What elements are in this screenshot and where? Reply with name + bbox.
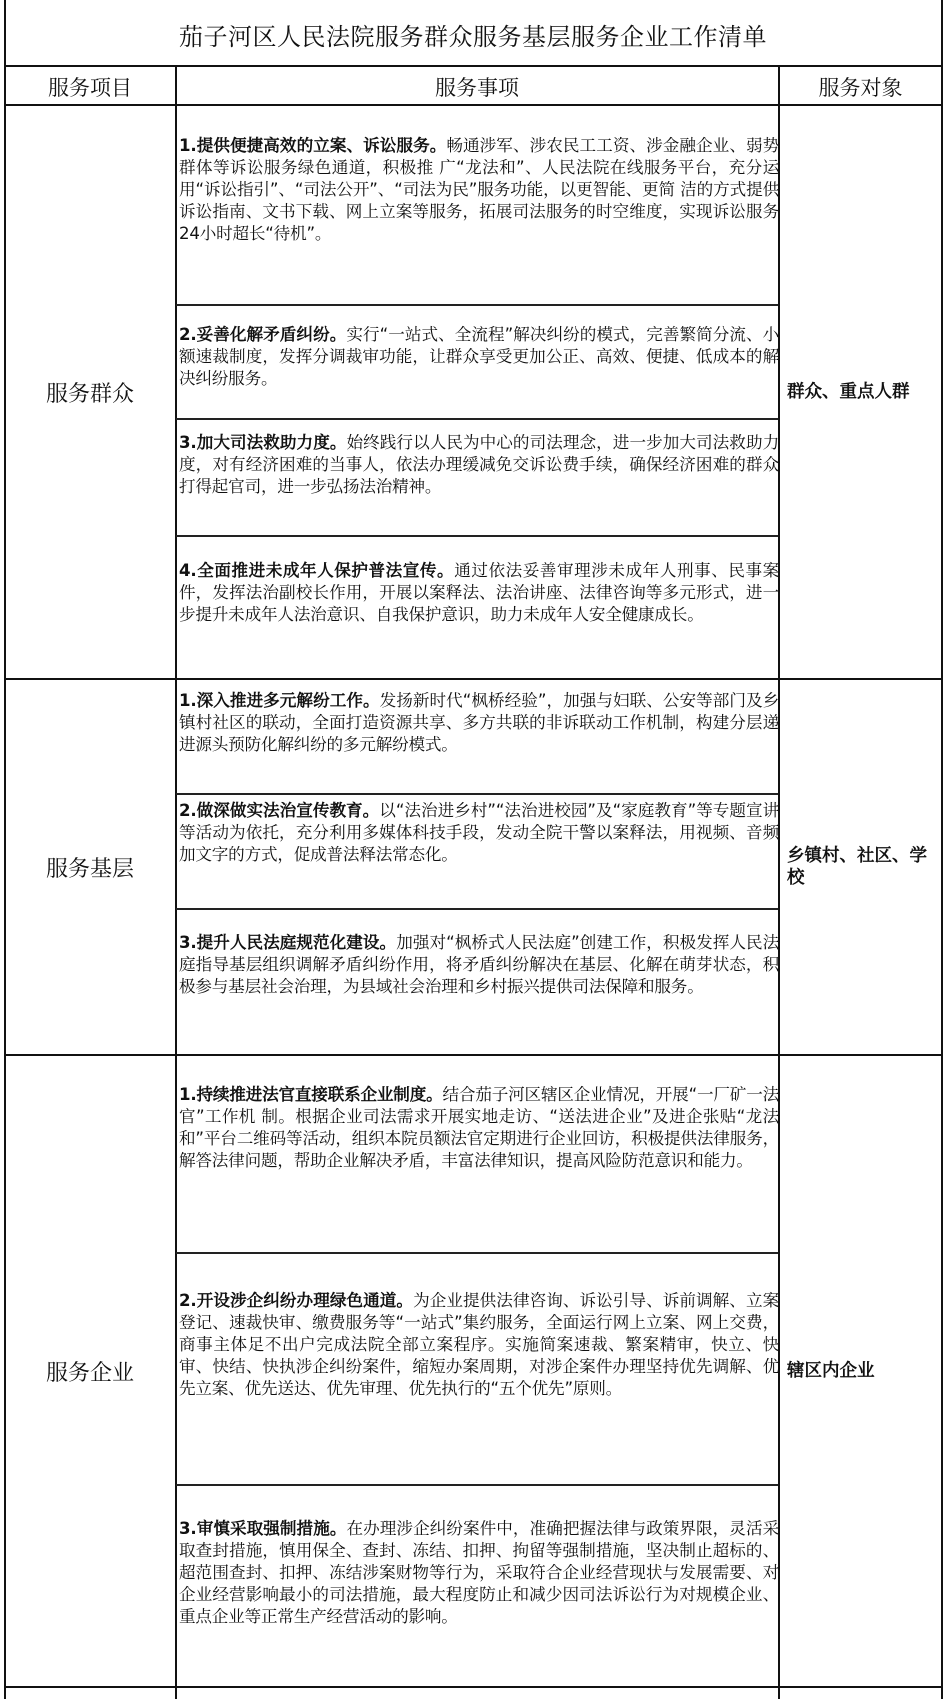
header-matter: 服务事项 bbox=[435, 76, 519, 100]
target-serve-enterprise: 辖区内企业 bbox=[787, 1361, 875, 1381]
service-item bbox=[179, 1290, 779, 1400]
item-divider bbox=[176, 1252, 778, 1254]
category-serve-grassroots: 服务基层 bbox=[45, 856, 134, 882]
item-divider bbox=[176, 418, 778, 420]
item-title: 1.深入推进多元解纷工作。 bbox=[179, 691, 380, 710]
document-title: 茄子河区人民法院服务群众服务基层服务企业工作清单 bbox=[179, 22, 767, 51]
item-title: 1.持续推进法官直接联系企业制度。 bbox=[179, 1085, 443, 1104]
service-item bbox=[179, 324, 779, 390]
item-text: 为企业提供法律咨询、诉讼引导、诉前调解、立案登记、速裁快审、缴费服务等“一站式”集约服务，全面运行网上立案、网上交费，商事主体足不出户完成法院全部立案程序。实施简案速裁、繁案精审，快立、快审、快结、快执涉企纠纷案件，缩短办案周期，对涉企案件办理坚持优先调解、优先立案、优先送达、优先审理、优先执行的“五个优先”原则。 bbox=[179, 1291, 779, 1398]
row-divider-bottom bbox=[4, 1686, 943, 1688]
item-divider bbox=[176, 535, 778, 537]
header-project: 服务项目 bbox=[48, 76, 132, 100]
column-divider-1 bbox=[175, 66, 177, 1699]
category-serve-public: 服务群众 bbox=[45, 381, 134, 407]
item-text: 以“法治进乡村”“法治进校园”及“家庭教育”等专题宣讲等活动为依托，充分利用多媒体科技手段，发动全院干警以案释法，用视频、音频加文字的方式，促成普法释法常态化。 bbox=[179, 801, 779, 864]
service-item bbox=[179, 135, 779, 245]
item-divider bbox=[176, 908, 778, 910]
header-target: 服务对象 bbox=[818, 76, 903, 100]
target-serve-grassroots: 乡镇村、社区、学校 bbox=[787, 846, 927, 888]
item-divider bbox=[176, 1484, 778, 1486]
item-text: 在办理涉企纠纷案件中，准确把握法律与政策界限，灵活采取查封措施，慎用保全、查封、冻结、扣押、拘留等强制措施，坚决制止超标的、超范围查封、扣押、冻结涉案财物等行为，采取符合企业经营现状与发展需要、对企业经营影响最小的司法措施，最大程度防止和减少因司法诉讼行为对规模企业、重点企业等正常生产经营活动的影响。 bbox=[179, 1519, 779, 1626]
item-title: 2.开设涉企纠纷办理绿色通道。 bbox=[179, 1291, 414, 1310]
item-title: 3.提升人民法庭规范化建设。 bbox=[179, 933, 397, 952]
category-serve-enterprise: 服务企业 bbox=[45, 1360, 134, 1386]
service-item bbox=[179, 432, 779, 498]
item-divider bbox=[176, 793, 778, 795]
row-divider-title bbox=[4, 65, 943, 67]
item-text: 畅通涉军、涉农民工工资、涉金融企业、弱势群体等诉讼服务绿色通道，积极推 广“龙法和”、人民法院在线服务平台，充分运用“诉讼指引”、“司法公开”、“司法为民”服务功能，以更智能、更简 洁的方式提供诉讼指南、文书下载、网上立案等服务，拓展司法服务的时空维度，实现诉讼服务24小时超长“待机”。 bbox=[179, 136, 780, 243]
item-title: 1.提供便捷高效的立案、诉讼服务。 bbox=[179, 136, 447, 155]
item-text: 结合茄子河区辖区企业情况，开展“一厂矿一法官”工作机 制。根据企业司法需求开展实地走访、“送法进企业”及进企张贴“龙法和”平台二维码等活动，组织本院员额法官定期进行企业回访，积极提供法律服务，解答法律问题，帮助企业解决矛盾，丰富法律知识，提高风险防范意识和能力。 bbox=[179, 1085, 779, 1170]
service-item bbox=[179, 1084, 779, 1172]
item-title: 3.审慎采取强制措施。 bbox=[179, 1519, 347, 1538]
item-text: 加强对“枫桥式人民法庭”创建工作，积极发挥人民法庭指导基层组织调解矛盾纠纷作用，将矛盾纠纷解决在基层、化解在萌芽状态，积极参与基层社会治理，为县域社会治理和乡村振兴提供司法保障和服务。 bbox=[179, 933, 779, 996]
item-text: 通过依法妥善审理涉未成年人刑事、民事案件，发挥法治副校长作用，开展以案释法、法治讲座、法律咨询等多元形式，进一步提升未成年人法治意识、自我保护意识，助力未成年人安全健康成长。 bbox=[179, 561, 780, 624]
item-text: 发扬新时代“枫桥经验”，加强与妇联、公安等部门及乡镇村社区的联动，全面打造资源共享、多方共联的非诉联动工作机制，构建分层递进源头预防化解纠纷的多元解纷模式。 bbox=[179, 691, 779, 754]
column-divider-2 bbox=[778, 66, 780, 1699]
service-item bbox=[179, 1518, 779, 1628]
item-title: 3.加大司法救助力度。 bbox=[179, 433, 347, 452]
service-item bbox=[179, 932, 779, 998]
item-text: 实行“一站式、全流程”解决纠纷的模式，完善繁简分流、小额速裁制度，发挥分调裁审功能，让群众享受更加公正、高效、便捷、低成本的解决纠纷服务。 bbox=[179, 325, 780, 388]
service-item bbox=[179, 560, 779, 626]
service-item bbox=[179, 800, 779, 866]
target-serve-public: 群众、重点人群 bbox=[787, 382, 910, 402]
item-divider bbox=[176, 304, 778, 306]
item-title: 2.妥善化解矛盾纠纷。 bbox=[179, 325, 347, 344]
table-border-right bbox=[941, 0, 943, 1699]
item-title: 4.全面推进未成年人保护普法宣传。 bbox=[179, 561, 455, 580]
item-title: 2.做深做实法治宣传教育。 bbox=[179, 801, 380, 820]
item-text: 始终践行以人民为中心的司法理念，进一步加大司法救助力度，对有经济困难的当事人，依法办理缓减免交诉讼费手续，确保经济困难的群众打得起官司，进一步弘扬法治精神。 bbox=[179, 433, 779, 496]
service-item bbox=[179, 690, 779, 756]
